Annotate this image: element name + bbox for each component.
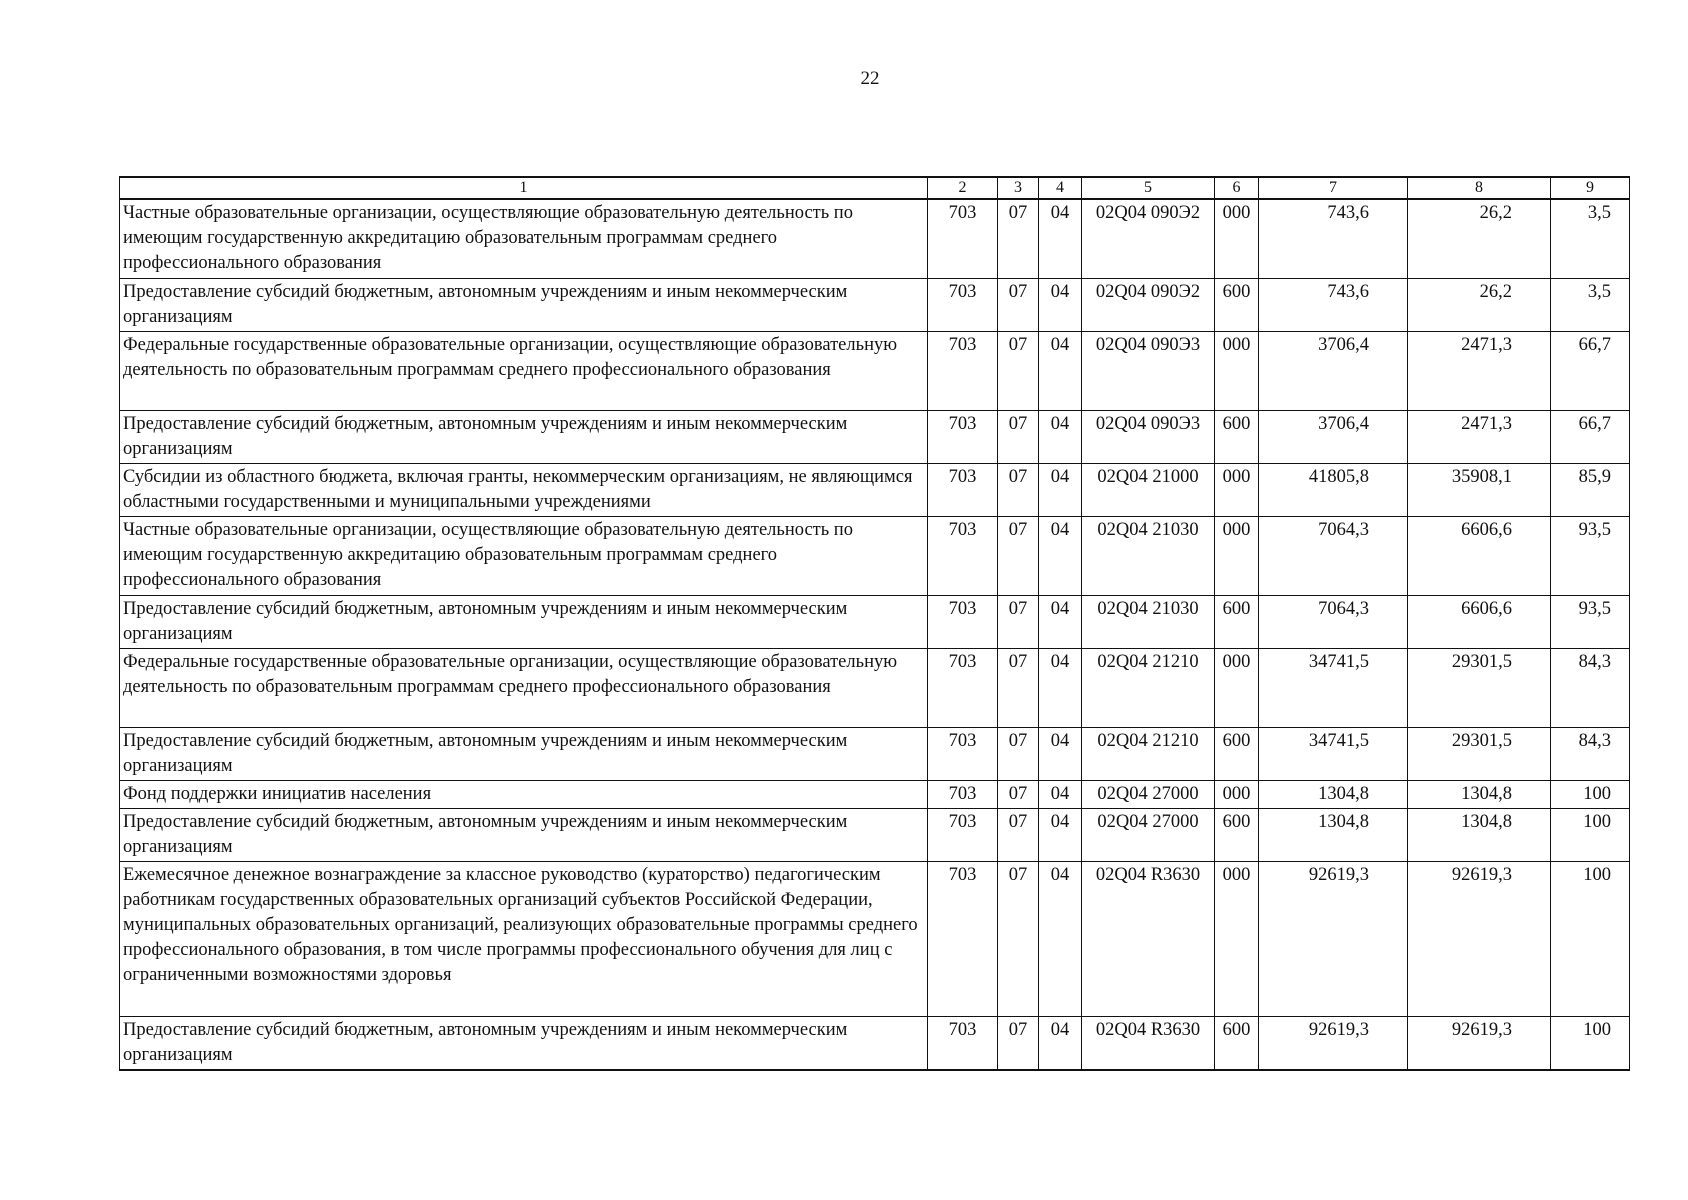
- expense-type-code: 000: [1215, 517, 1259, 596]
- subsection-code: 04: [1039, 517, 1082, 596]
- item-name: Федеральные государственные образовательные организации, осуществляющие образовательную деятельность по образовательным программам среднего профессионального образования: [120, 332, 928, 411]
- expense-type-code: 600: [1215, 279, 1259, 332]
- subsection-code: 04: [1039, 649, 1082, 728]
- expense-type-code: 000: [1215, 332, 1259, 411]
- section-code: 07: [998, 464, 1039, 517]
- value-col9: 100: [1551, 781, 1630, 809]
- ministry-code: 703: [928, 862, 998, 1017]
- expense-type-code: 600: [1215, 596, 1259, 649]
- target-article-code: 02Q04 090Э3: [1082, 332, 1215, 411]
- item-name: Фонд поддержки инициатив населения: [120, 781, 928, 809]
- section-code: 07: [998, 809, 1039, 862]
- table-row: [120, 332, 1630, 411]
- section-code: 07: [998, 781, 1039, 809]
- item-name: Частные образовательные организации, осуществляющие образовательную деятельность по имеющим государственную аккредитацию образовательным программам среднего профессионального образования: [120, 517, 928, 596]
- item-name: Предоставление субсидий бюджетным, автономным учреждениям и иным некоммерческим организациям: [120, 728, 928, 781]
- header-cell: 8: [1408, 177, 1551, 199]
- value-col8: 29301,5: [1408, 728, 1551, 781]
- value-col7: 34741,5: [1259, 728, 1408, 781]
- section-code: 07: [998, 332, 1039, 411]
- value-col8: 1304,8: [1408, 781, 1551, 809]
- item-name: Частные образовательные организации, осуществляющие образовательную деятельность по имеющим государственную аккредитацию образовательным программам среднего профессионального образования: [120, 199, 928, 279]
- target-article-code: 02Q04 21210: [1082, 649, 1215, 728]
- item-name: Ежемесячное денежное вознаграждение за классное руководство (кураторство) педагогическим работникам государственных образовательных организаций субъектов Российской Федерации, муниципальных образовательных организаций, реализующих образовательные программы среднего профессионального образования, в том числе программы профессионального обучения для лиц с ограниченными возможностями здоровья: [120, 862, 928, 1017]
- item-name: Предоставление субсидий бюджетным, автономным учреждениям и иным некоммерческим организациям: [120, 279, 928, 332]
- table-row: [120, 649, 1630, 728]
- subsection-code: 04: [1039, 862, 1082, 1017]
- value-col9: 100: [1551, 862, 1630, 1017]
- value-col8: 1304,8: [1408, 809, 1551, 862]
- header-cell: 2: [928, 177, 998, 199]
- value-col8: 29301,5: [1408, 649, 1551, 728]
- target-article-code: 02Q04 090Э3: [1082, 411, 1215, 464]
- section-code: 07: [998, 411, 1039, 464]
- value-col8: 6606,6: [1408, 596, 1551, 649]
- ministry-code: 703: [928, 1017, 998, 1071]
- header-cell: 1: [120, 177, 928, 199]
- value-col8: 6606,6: [1408, 517, 1551, 596]
- table-row: [120, 781, 1630, 809]
- ministry-code: 703: [928, 199, 998, 279]
- table-row: [120, 464, 1630, 517]
- table-row: [120, 1017, 1630, 1071]
- value-col9: 66,7: [1551, 411, 1630, 464]
- item-name: Предоставление субсидий бюджетным, автономным учреждениям и иным некоммерческим организациям: [120, 411, 928, 464]
- table-row: [120, 199, 1630, 279]
- value-col8: 35908,1: [1408, 464, 1551, 517]
- value-col9: 66,7: [1551, 332, 1630, 411]
- value-col7: 92619,3: [1259, 1017, 1408, 1071]
- section-code: 07: [998, 517, 1039, 596]
- header-cell: 9: [1551, 177, 1630, 199]
- header-cell: 7: [1259, 177, 1408, 199]
- header-cell: 4: [1039, 177, 1082, 199]
- value-col7: 7064,3: [1259, 596, 1408, 649]
- section-code: 07: [998, 728, 1039, 781]
- ministry-code: 703: [928, 596, 998, 649]
- expense-type-code: 000: [1215, 862, 1259, 1017]
- target-article-code: 02Q04 090Э2: [1082, 279, 1215, 332]
- value-col9: 3,5: [1551, 199, 1630, 279]
- subsection-code: 04: [1039, 279, 1082, 332]
- expense-type-code: 600: [1215, 411, 1259, 464]
- value-col8: 2471,3: [1408, 332, 1551, 411]
- expense-type-code: 000: [1215, 464, 1259, 517]
- target-article-code: 02Q04 090Э2: [1082, 199, 1215, 279]
- subsection-code: 04: [1039, 464, 1082, 517]
- target-article-code: 02Q04 21030: [1082, 596, 1215, 649]
- item-name: Субсидии из областного бюджета, включая гранты, некоммерческим организациям, не являющимся областными государственными и муниципальными учреждениями: [120, 464, 928, 517]
- target-article-code: 02Q04 27000: [1082, 809, 1215, 862]
- target-article-code: 02Q04 21000: [1082, 464, 1215, 517]
- value-col7: 1304,8: [1259, 809, 1408, 862]
- target-article-code: 02Q04 21210: [1082, 728, 1215, 781]
- table-row: [120, 411, 1630, 464]
- value-col7: 7064,3: [1259, 517, 1408, 596]
- value-col7: 34741,5: [1259, 649, 1408, 728]
- budget-table: [119, 176, 1630, 1071]
- value-col9: 93,5: [1551, 517, 1630, 596]
- target-article-code: 02Q04 R3630: [1082, 862, 1215, 1017]
- subsection-code: 04: [1039, 809, 1082, 862]
- ministry-code: 703: [928, 279, 998, 332]
- subsection-code: 04: [1039, 411, 1082, 464]
- header-cell: 6: [1215, 177, 1259, 199]
- value-col8: 92619,3: [1408, 862, 1551, 1017]
- subsection-code: 04: [1039, 781, 1082, 809]
- value-col8: 2471,3: [1408, 411, 1551, 464]
- section-code: 07: [998, 199, 1039, 279]
- value-col9: 3,5: [1551, 279, 1630, 332]
- item-name: Федеральные государственные образовательные организации, осуществляющие образовательную деятельность по образовательным программам среднего профессионального образования: [120, 649, 928, 728]
- subsection-code: 04: [1039, 728, 1082, 781]
- value-col8: 26,2: [1408, 199, 1551, 279]
- value-col7: 1304,8: [1259, 781, 1408, 809]
- header-cell: 5: [1082, 177, 1215, 199]
- value-col7: 3706,4: [1259, 332, 1408, 411]
- table-row: [120, 862, 1630, 1017]
- section-code: 07: [998, 279, 1039, 332]
- subsection-code: 04: [1039, 596, 1082, 649]
- page-number: 22: [860, 68, 880, 89]
- ministry-code: 703: [928, 728, 998, 781]
- expense-type-code: 600: [1215, 1017, 1259, 1071]
- ministry-code: 703: [928, 649, 998, 728]
- table-row: [120, 517, 1630, 596]
- value-col7: 3706,4: [1259, 411, 1408, 464]
- target-article-code: 02Q04 R3630: [1082, 1017, 1215, 1071]
- value-col9: 100: [1551, 809, 1630, 862]
- expense-type-code: 600: [1215, 728, 1259, 781]
- section-code: 07: [998, 862, 1039, 1017]
- value-col9: 93,5: [1551, 596, 1630, 649]
- expense-type-code: 600: [1215, 809, 1259, 862]
- target-article-code: 02Q04 21030: [1082, 517, 1215, 596]
- expense-type-code: 000: [1215, 781, 1259, 809]
- value-col8: 92619,3: [1408, 1017, 1551, 1071]
- ministry-code: 703: [928, 332, 998, 411]
- value-col7: 41805,8: [1259, 464, 1408, 517]
- subsection-code: 04: [1039, 1017, 1082, 1071]
- item-name: Предоставление субсидий бюджетным, автономным учреждениям и иным некоммерческим организациям: [120, 809, 928, 862]
- table-row: [120, 279, 1630, 332]
- ministry-code: 703: [928, 464, 998, 517]
- section-code: 07: [998, 596, 1039, 649]
- ministry-code: 703: [928, 781, 998, 809]
- value-col9: 84,3: [1551, 728, 1630, 781]
- value-col8: 26,2: [1408, 279, 1551, 332]
- ministry-code: 703: [928, 411, 998, 464]
- value-col7: 92619,3: [1259, 862, 1408, 1017]
- header-row: [120, 177, 1630, 199]
- value-col7: 743,6: [1259, 279, 1408, 332]
- table-row: [120, 596, 1630, 649]
- table-row: [120, 809, 1630, 862]
- expense-type-code: 000: [1215, 199, 1259, 279]
- value-col7: 743,6: [1259, 199, 1408, 279]
- value-col9: 84,3: [1551, 649, 1630, 728]
- ministry-code: 703: [928, 517, 998, 596]
- section-code: 07: [998, 649, 1039, 728]
- ministry-code: 703: [928, 809, 998, 862]
- table-row: [120, 728, 1630, 781]
- item-name: Предоставление субсидий бюджетным, автономным учреждениям и иным некоммерческим организациям: [120, 596, 928, 649]
- header-cell: 3: [998, 177, 1039, 199]
- subsection-code: 04: [1039, 199, 1082, 279]
- section-code: 07: [998, 1017, 1039, 1071]
- target-article-code: 02Q04 27000: [1082, 781, 1215, 809]
- item-name: Предоставление субсидий бюджетным, автономным учреждениям и иным некоммерческим организациям: [120, 1017, 928, 1071]
- value-col9: 85,9: [1551, 464, 1630, 517]
- value-col9: 100: [1551, 1017, 1630, 1071]
- expense-type-code: 000: [1215, 649, 1259, 728]
- subsection-code: 04: [1039, 332, 1082, 411]
